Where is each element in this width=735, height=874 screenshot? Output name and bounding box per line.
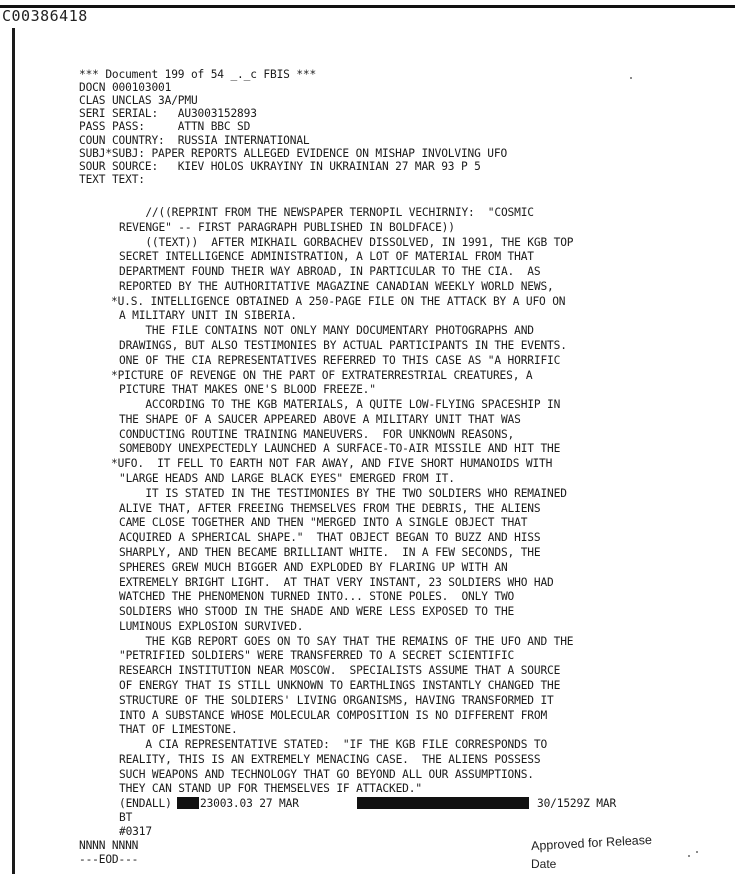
body-line: REVENGE" -- FIRST PARAGRAPH PUBLISHED IN BOLDFACE)) bbox=[119, 220, 455, 234]
header-label: SUBJ*SUBJ: bbox=[79, 146, 145, 160]
body-line: *UFO. IT FELL TO EARTH NOT FAR AWAY, AND FIVE SHORT HUMANOIDS WITH bbox=[111, 457, 553, 471]
body-line: RESEARCH INSTITUTION NEAR MOSCOW. SPECIALISTS ASSUME THAT A SOURCE bbox=[119, 664, 561, 678]
header-line bbox=[79, 68, 316, 81]
header-label: TEXT bbox=[79, 172, 106, 186]
body-line: ACCORDING TO THE KGB MATERIALS, A QUITE LOW-FLYING SPACESHIP IN bbox=[119, 398, 561, 412]
header-label: *** Document 199 of 54 _._c FBIS *** bbox=[79, 68, 317, 81]
header-value: TEXT: bbox=[111, 172, 145, 186]
header-label: SERI bbox=[79, 107, 106, 121]
left-border bbox=[12, 28, 15, 874]
header-value: PASS: ATTN BBC SD bbox=[111, 120, 251, 134]
body-line: SOLDIERS WHO STOOD IN THE SHADE AND WERE LESS EXPOSED TO THE bbox=[119, 605, 515, 619]
document-id: C00386418 bbox=[2, 7, 88, 25]
body-line: INTO A SUBSTANCE WHOSE MOLECULAR COMPOSITION IS NO DIFFERENT FROM bbox=[119, 708, 548, 722]
body-line: DRAWINGS, BUT ALSO TESTIMONIES BY ACTUAL PARTICIPANTS IN THE EVENTS. bbox=[119, 339, 567, 353]
body-line: ONE OF THE CIA REPRESENTATIVES REFERRED TO THIS CASE AS "A HORRIFIC bbox=[119, 353, 561, 367]
header-label: COUN bbox=[79, 133, 106, 147]
body-line: REALITY, THIS IS AN EXTREMELY MENACING CASE. THE ALIENS POSSESS bbox=[119, 752, 541, 766]
body-line: CAME CLOSE TOGETHER AND THEN "MERGED INTO A SINGLE OBJECT THAT bbox=[119, 516, 528, 530]
footer-nnnn: NNNN NNNN bbox=[79, 839, 139, 852]
body-line: ACQUIRED A SPHERICAL SHAPE." THAT OBJECT BEGAN TO BUZZ AND HISS bbox=[119, 531, 541, 545]
redaction-bar bbox=[357, 797, 529, 809]
trailer-bt: BT bbox=[119, 811, 133, 824]
body-line: THE KGB REPORT GOES ON TO SAY THAT THE REMAINS OF THE UFO AND THE bbox=[119, 634, 574, 648]
header-line bbox=[79, 160, 481, 173]
body-line: IT IS STATED IN THE TESTIMONIES BY THE TWO SOLDIERS WHO REMAINED bbox=[119, 486, 567, 500]
body-line: EXTREMELY BRIGHT LIGHT. AT THAT VERY INSTANT, 23 SOLDIERS WHO HAD bbox=[119, 575, 554, 589]
endall-prefix: (ENDALL) bbox=[119, 797, 172, 810]
body-line: THAT OF LIMESTONE. bbox=[119, 723, 238, 737]
scan-speck bbox=[696, 851, 698, 853]
body-line: ((TEXT)) AFTER MIKHAIL GORBACHEV DISSOLVED, IN 1991, THE KGB TOP bbox=[119, 235, 574, 249]
header-line bbox=[79, 173, 145, 186]
body-line: THEY CAN STAND UP FOR THEMSELVES IF ATTACKED." bbox=[119, 782, 422, 796]
footer-eod: ---EOD--- bbox=[79, 853, 139, 866]
header-value: UNCLAS 3A/PMU bbox=[111, 94, 198, 108]
top-border bbox=[0, 5, 735, 8]
body-line: THE FILE CONTAINS NOT ONLY MANY DOCUMENTARY PHOTOGRAPHS AND bbox=[119, 324, 534, 338]
body-line: *U.S. INTELLIGENCE OBTAINED A 250-PAGE FILE ON THE ATTACK BY A UFO ON bbox=[111, 294, 566, 308]
redaction-bar bbox=[177, 797, 199, 809]
header-value: SERIAL: AU3003152893 bbox=[111, 107, 257, 121]
body-line: STRUCTURE OF THE SOLDIERS' LIVING ORGANISMS, HAVING TRANSFORMED IT bbox=[119, 693, 554, 707]
scan-speck bbox=[688, 855, 690, 857]
header-value: COUNTRY: RUSSIA INTERNATIONAL bbox=[111, 133, 310, 147]
body-line: CONDUCTING ROUTINE TRAINING MANEUVERS. FOR UNKNOWN REASONS, bbox=[119, 427, 515, 441]
header-label: DOCN bbox=[79, 81, 106, 95]
body-line: SECRET INTELLIGENCE ADMINISTRATION, A LOT OF MATERIAL FROM THAT bbox=[119, 250, 534, 264]
header-line bbox=[79, 120, 250, 133]
header-label: CLAS bbox=[79, 94, 106, 108]
header-value: SOURCE: KIEV HOLOS UKRAYINY IN UKRAINIAN 27 MAR 93 P 5 bbox=[111, 159, 481, 173]
body-line: SHARPLY, AND THEN BECAME BRILLIANT WHITE. IN A FEW SECONDS, THE bbox=[119, 545, 541, 559]
body-line: OF ENERGY THAT IS STILL UNKNOWN TO EARTHLINGS INSTANTLY CHANGED THE bbox=[119, 678, 561, 692]
header-label: SOUR bbox=[79, 159, 106, 173]
body-line: SPHERES GREW MUCH BIGGER AND EXPLODED BY FLARING UP WITH AN bbox=[119, 560, 508, 574]
trailer-number: #0317 bbox=[119, 825, 152, 838]
body-line: "LARGE HEADS AND LARGE BLACK EYES" EMERGED FROM IT. bbox=[119, 472, 455, 486]
header-line bbox=[79, 81, 171, 94]
body-line: DEPARTMENT FOUND THEIR WAY ABROAD, IN PARTICULAR TO THE CIA. AS bbox=[119, 265, 541, 279]
body-line: //((REPRINT FROM THE NEWSPAPER TERNOPIL VECHIRNIY: "COSMIC bbox=[119, 206, 534, 219]
header-value: PAPER REPORTS ALLEGED EVIDENCE ON MISHAP INVOLVING UFO bbox=[151, 146, 508, 160]
body-line: REPORTED BY THE AUTHORITATIVE MAGAZINE CANADIAN WEEKLY WORLD NEWS, bbox=[119, 279, 554, 293]
body-line: A CIA REPRESENTATIVE STATED: "IF THE KGB FILE CORRESPONDS TO bbox=[119, 738, 548, 752]
header-line bbox=[79, 134, 310, 147]
header-line bbox=[79, 147, 507, 160]
body-line: ALIVE THAT, AFTER FREEING THEMSELVES FROM THE DEBRIS, THE ALIENS bbox=[119, 501, 541, 515]
release-stamp-line2: Date bbox=[531, 857, 557, 871]
body-line: PICTURE THAT MAKES ONE'S BLOOD FREEZE." bbox=[119, 383, 376, 397]
scan-speck bbox=[630, 77, 632, 79]
endall-suffix: 30/1529Z MAR bbox=[537, 797, 617, 810]
body-line: *PICTURE OF REVENGE ON THE PART OF EXTRATERRESTRIAL CREATURES, A bbox=[111, 368, 533, 382]
endall-mid: 23003.03 27 MAR bbox=[200, 797, 299, 810]
header-line bbox=[79, 107, 257, 120]
body-line: A MILITARY UNIT IN SIBERIA. bbox=[119, 309, 297, 323]
header-value: 000103001 bbox=[111, 81, 172, 95]
body-line: "PETRIFIED SOLDIERS" WERE TRANSFERRED TO A SECRET SCIENTIFIC bbox=[119, 649, 515, 663]
body-line: LUMINOUS EXPLOSION SURVIVED. bbox=[119, 619, 304, 633]
body-line: THE SHAPE OF A SAUCER APPEARED ABOVE A MILITARY UNIT THAT WAS bbox=[119, 412, 521, 426]
body-line: WATCHED THE PHENOMENON TURNED INTO... STONE POLES. ONLY TWO bbox=[119, 590, 515, 604]
body-line: SOMEBODY UNEXPECTEDLY LAUNCHED A SURFACE-TO-AIR MISSILE AND HIT THE bbox=[119, 442, 561, 456]
body-line: SUCH WEAPONS AND TECHNOLOGY THAT GO BEYOND ALL OUR ASSUMPTIONS. bbox=[119, 767, 534, 781]
header-line bbox=[79, 94, 198, 107]
header-label: PASS bbox=[79, 120, 106, 134]
release-stamp-line1: Approved for Release bbox=[530, 832, 653, 854]
